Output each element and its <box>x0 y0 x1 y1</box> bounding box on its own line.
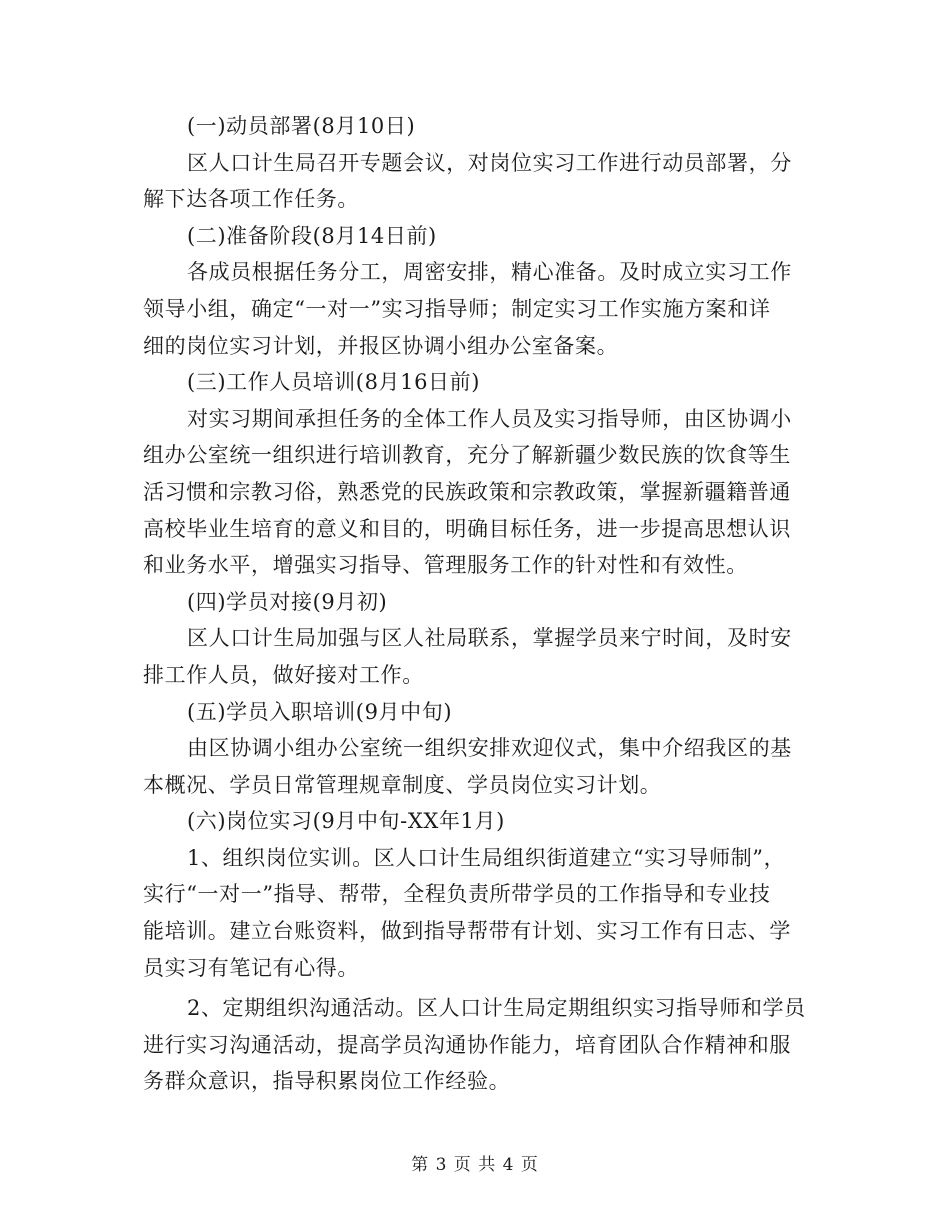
text-line: 1、组织岗位实训。区人口计生局组织街道建立“实习导师制”， <box>187 845 786 870</box>
text-line: (三)工作人员培训(8月16日前) <box>187 370 481 395</box>
text-line: (二)准备阶段(8月14日前) <box>187 223 437 248</box>
text-line: 进行实习沟通活动，提高学员沟通协作能力，培育团队合作精神和服 <box>143 1032 791 1057</box>
page-footer: 第 3 页 共 4 页 <box>411 1155 539 1175</box>
text-line: (六)岗位实习(9月中旬-XX年1月) <box>187 809 505 834</box>
text-line: 能培训。建立台账资料，做到指导帮带有计划、实习工作有日志、学 <box>143 919 791 944</box>
text-line: 组办公室统一组织进行培训教育，充分了解新疆少数民族的饮食等生 <box>143 443 791 468</box>
text-line: 解下达各项工作任务。 <box>143 187 359 212</box>
text-line: (五)学员入职培训(9月中旬) <box>187 699 453 724</box>
text-line: 和业务水平，增强实习指导、管理服务工作的针对性和有效性。 <box>143 553 748 578</box>
text-line: 各成员根据任务分工，周密安排，精心准备。及时成立实习工作 <box>187 260 792 285</box>
text-line: 细的岗位实习计划，并报区协调小组办公室备案。 <box>143 333 619 358</box>
document-body <box>143 108 807 1100</box>
text-line: 员实习有笔记有心得。 <box>143 955 359 980</box>
text-line: 区人口计生局召开专题会议，对岗位实习工作进行动员部署，分 <box>187 150 792 175</box>
text-line: 实行“一对一”指导、帮带，全程负责所带学员的工作指导和专业技 <box>143 882 771 907</box>
text-line: 由区协调小组办公室统一组织安排欢迎仪式，集中介绍我区的基 <box>187 736 792 761</box>
text-line: 区人口计生局加强与区人社局联系，掌握学员来宁时间，及时安 <box>187 626 792 651</box>
text-line: 排工作人员，做好接对工作。 <box>143 662 424 687</box>
text-line: 领导小组，确定“一对一”实习指导师；制定实习工作实施方案和详 <box>143 296 771 321</box>
text-line: 对实习期间承担任务的全体工作人员及实习指导师，由区协调小 <box>187 406 792 431</box>
text-line: (一)动员部署(8月10日) <box>187 114 416 138</box>
text-line: 2、定期组织沟通活动。区人口计生局定期组织实习指导师和学员 <box>187 996 806 1021</box>
text-line: 活习惯和宗教习俗，熟悉党的民族政策和宗教政策，掌握新疆籍普通 <box>143 479 791 504</box>
text-line: 务群众意识，指导积累岗位工作经验。 <box>143 1069 511 1094</box>
text-line: 高校毕业生培育的意义和目的，明确目标任务，进一步提高思想认识 <box>143 516 791 541</box>
text-line: (四)学员对接(9月初) <box>187 589 388 614</box>
text-line: 本概况、学员日常管理规章制度、学员岗位实习计划。 <box>143 772 662 797</box>
